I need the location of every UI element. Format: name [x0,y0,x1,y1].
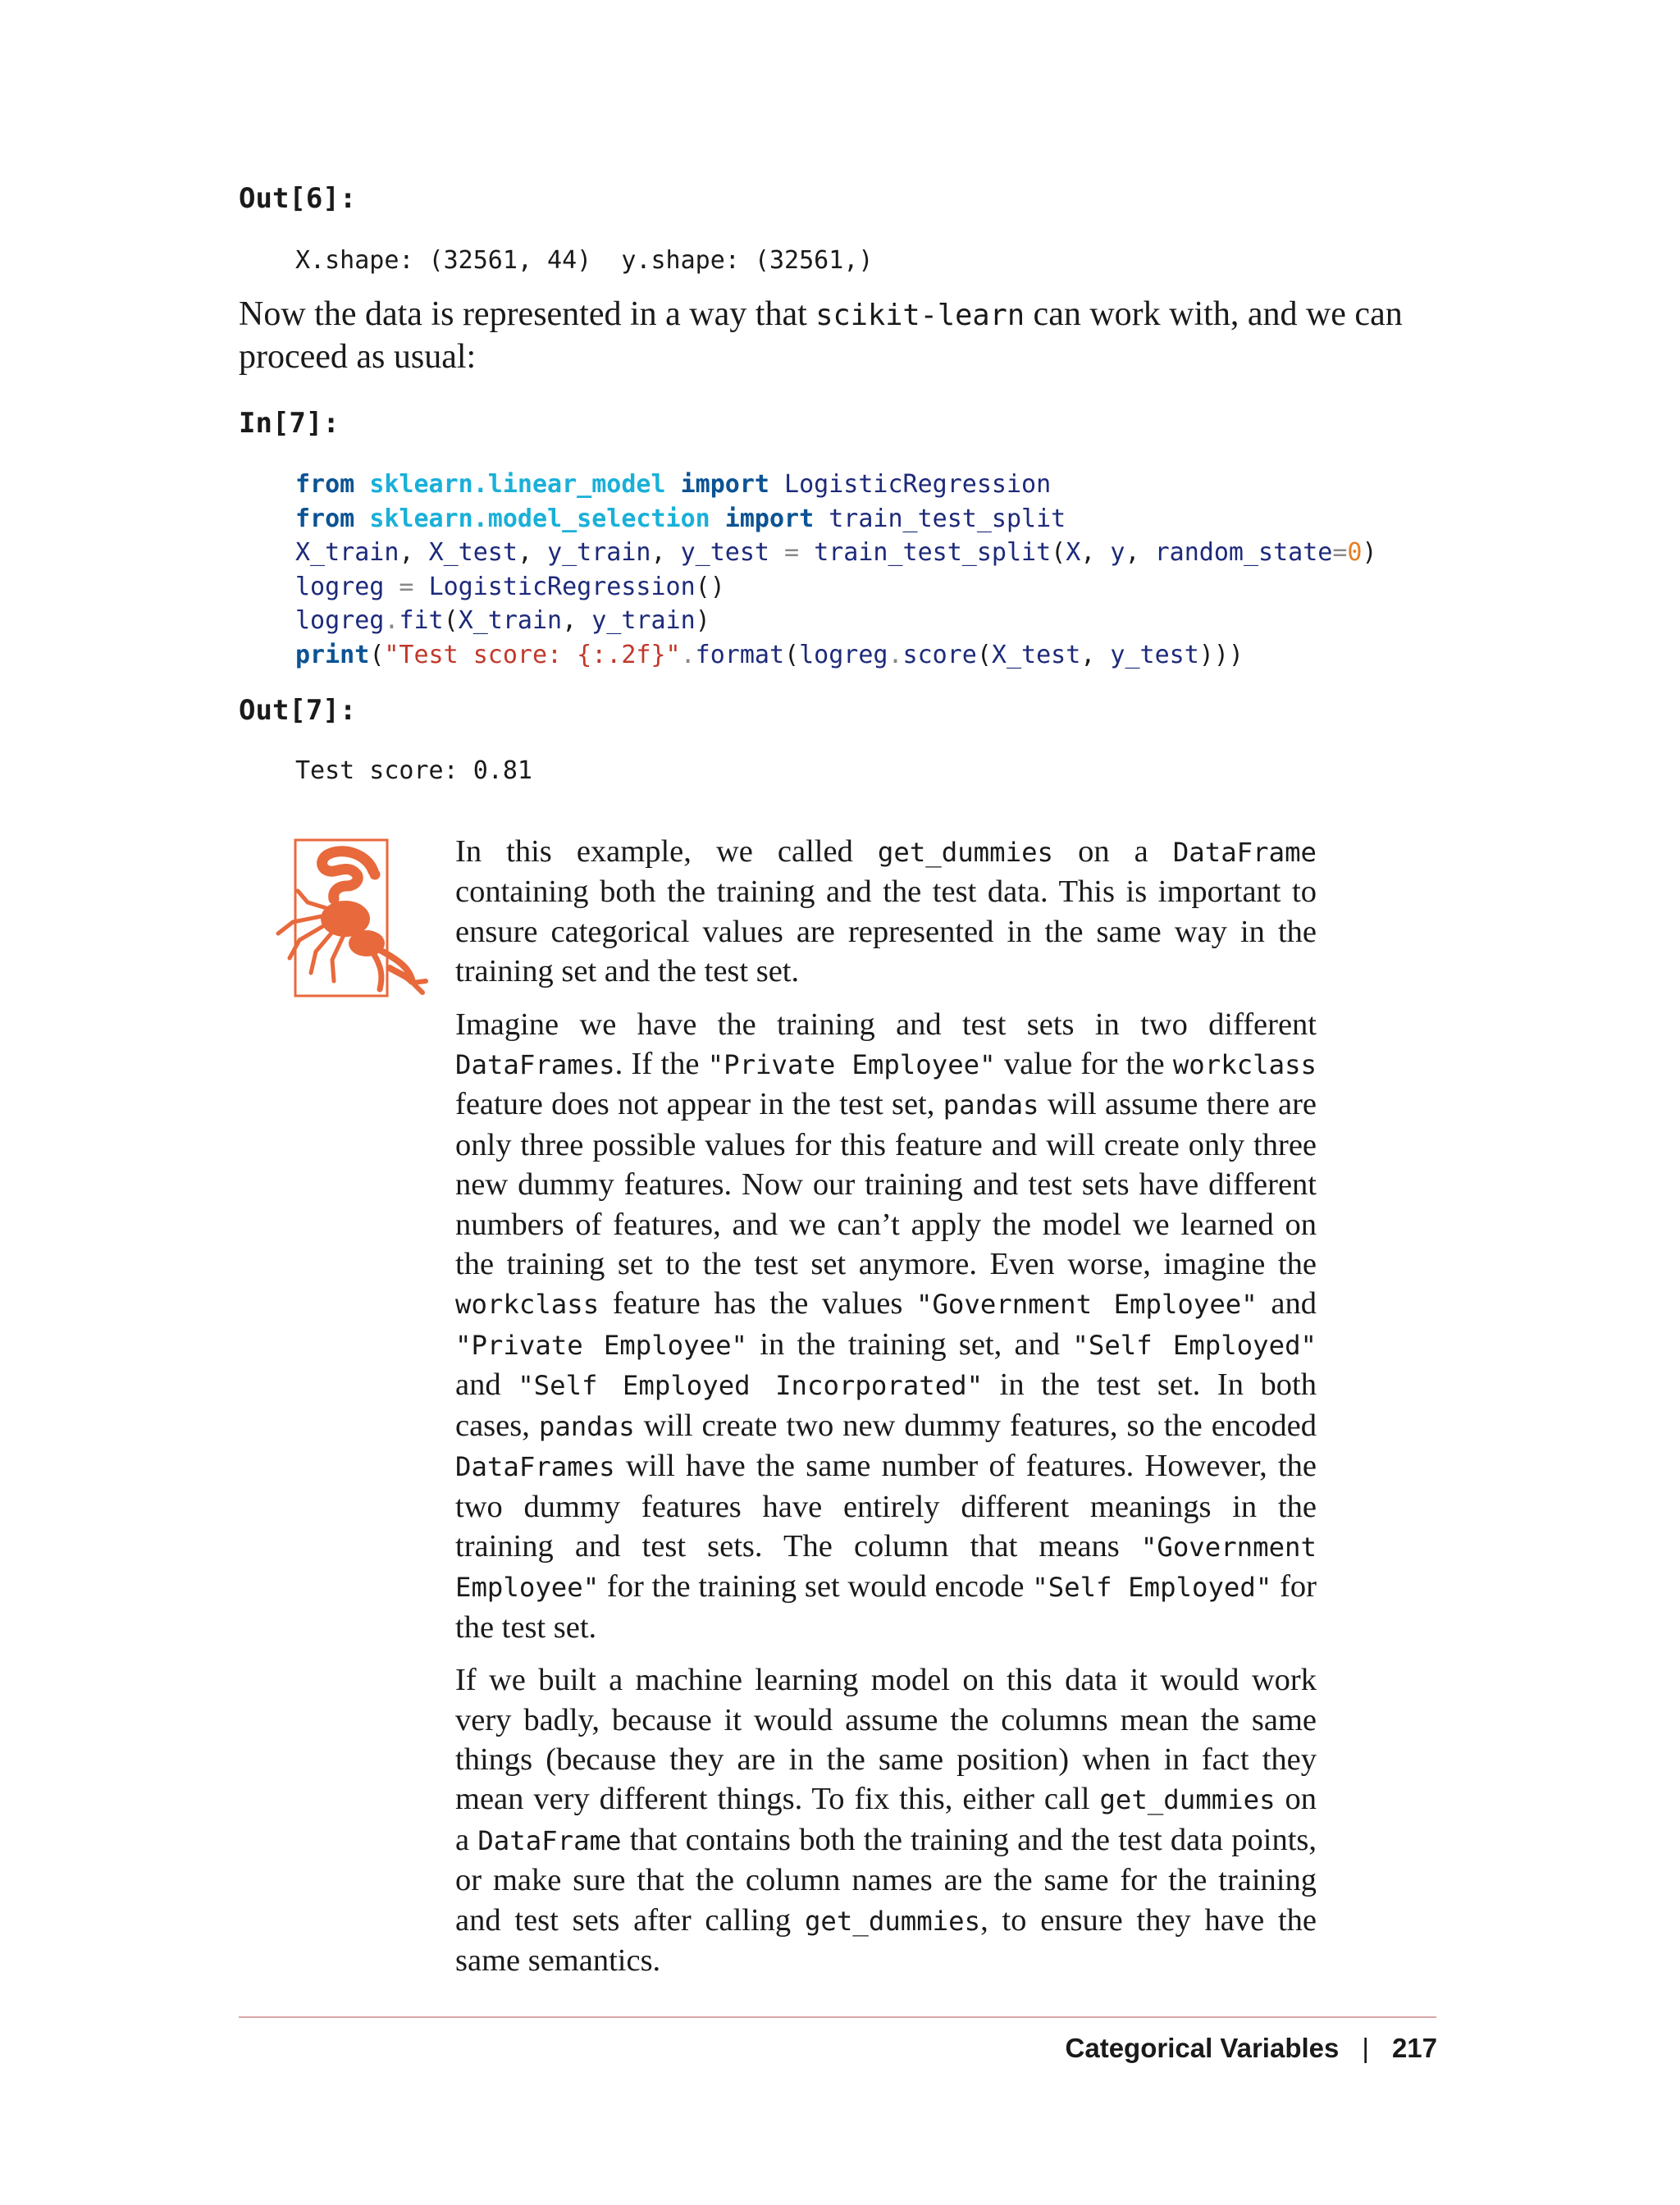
code-token: LogisticRegression [428,572,696,601]
code-token: from [295,470,355,499]
code-token: import [724,504,815,533]
code-line [295,536,1377,570]
in7-label: In[7]: [239,407,340,440]
code-token: = [1332,538,1348,567]
note-text: in the training set, and [747,1326,1073,1362]
code-token: , [562,606,592,635]
code-token: X_test [428,538,518,567]
scorpion-icon [275,837,451,1001]
inline-code: get_dummies [1099,1784,1276,1816]
out6-label: Out[6]: [239,182,357,215]
code-token: 0 [1347,538,1363,567]
inline-code: DataFrames [455,1451,615,1483]
code-token: format [695,640,785,669]
out6-output: X.shape: (32561, 44) y.shape: (32561,) [295,246,874,275]
note-paragraph-1 [455,832,1317,992]
code-block [295,468,1377,672]
code-token: X_train [295,538,399,567]
inline-code: "Self Employed" [1072,1329,1317,1361]
note-text: value for the [995,1047,1173,1082]
out7-output: Test score: 0.81 [295,756,532,785]
code-token: ))) [1198,640,1244,669]
code-token: X [1066,538,1081,567]
footer-section-title: Categorical Variables [1065,2033,1340,2063]
inline-code: "Self Employed Incorporated" [518,1370,984,1402]
code-token: ( [976,640,992,669]
code-token: , [517,538,548,567]
code-token: y_train [547,538,651,567]
code-token: , [1080,640,1111,669]
code-token: ( [784,640,800,669]
code-token: "Test score: {:.2f}" [384,640,681,669]
code-token: y_train [591,606,696,635]
code-token: ( [369,640,385,669]
note-text: that contains both the training and the test data points, or make sure that the column names are the same for the training and test sets after calling [455,1822,1317,1938]
code-line [295,604,1377,638]
code-token: () [695,572,725,601]
code-token: . [888,640,903,669]
note-text: . If the [614,1047,708,1082]
code-token: sklearn.model_selection [369,504,710,533]
out7-label: Out[7]: [239,694,357,727]
code-token: print [295,640,370,669]
code-token: logreg [295,606,385,635]
code-token: = [769,538,815,567]
code-token [354,470,369,499]
inline-code: "Private Employee" [455,1329,747,1361]
code-token: ( [443,606,459,635]
note-text: will assume there are only three possible values for this feature and will create only three new dummy features. Now our training and test sets have different numbers of features, and we can’t apply the model we learned on the training set to the test set anymore. Even worse, imagine the [455,1087,1317,1282]
inline-code: get_dummies [804,1905,981,1937]
inline-code: DataFrame [477,1824,622,1856]
note-text: , to ensure they have the same semantics. [455,1902,1317,1978]
note-text: containing both the training and the test data. This is important to ensure categorical values are represented in the same way in the training set and the test set. [455,874,1317,989]
code-token: , [399,538,429,567]
code-token: = [384,572,429,601]
code-token: X_test [991,640,1081,669]
inline-code: DataFrame [1172,837,1317,868]
note-text: for the training set would encode [599,1569,1033,1605]
code-token: sklearn.linear_model [369,470,666,499]
inline-code: workclass [1172,1049,1317,1081]
para-text: can work with, and we can proceed as usual: [239,295,1403,376]
code-token: random_state [1154,538,1333,567]
code-token: LogisticRegression [784,470,1052,499]
code-token: ( [1051,538,1066,567]
code-token: , [1080,538,1111,567]
code-token: . [384,606,399,635]
code-token: , [651,538,681,567]
inline-code: "Private Employee" [707,1049,996,1081]
inline-code: workclass [455,1289,600,1321]
code-token [354,504,369,533]
note-text: in the test set. In both cases, [455,1367,1317,1443]
note-text: feature does not appear in the test set, [455,1087,943,1122]
note-text: will have the same number of features. However, the two dummy features have entirely different meanings in the training and test sets. The column that means [455,1449,1317,1564]
para-code: scikit-learn [815,299,1025,332]
code-token: logreg [295,572,385,601]
warning-note [455,832,1317,1993]
code-token: . [680,640,696,669]
code-token: logreg [799,640,888,669]
note-text: If we built a machine learning model on this data it would work very badly, because it would assume the columns mean the same things (because they are in the same position) when in fact they mean very different things. To fix this, either call [455,1663,1317,1817]
code-token: y_test [680,538,769,567]
code-line [295,570,1377,605]
footer-rule [239,2016,1436,2018]
note-paragraph-3 [455,1660,1317,1980]
code-token: fit [399,606,444,635]
code-token: ) [1362,538,1377,567]
code-token: y_test [1110,640,1199,669]
note-text: for the test set. [455,1569,1317,1645]
inline-code: pandas [943,1089,1039,1121]
inline-code: "Government Employee" [455,1531,1317,1604]
code-token [769,470,784,499]
inline-code: "Self Employed" [1032,1572,1272,1604]
intro-paragraph [239,294,1436,378]
note-text: will create two new dummy features, so the encoded [634,1408,1317,1443]
code-token: X_train [458,606,563,635]
code-token: y [1110,538,1125,567]
code-token [814,504,829,533]
inline-code: DataFrames [455,1049,615,1081]
note-text: In this example, we called [455,834,878,869]
code-token: train_test_split [814,538,1052,567]
inline-code: get_dummies [877,837,1054,868]
note-text: on a [1053,834,1173,869]
note-text: and [1257,1286,1317,1322]
code-line [295,502,1377,536]
code-token: score [902,640,977,669]
note-paragraph-2 [455,1005,1317,1648]
para-text: Now the data is represented in a way that [239,295,816,333]
code-token: ) [695,606,710,635]
note-text: on a [455,1782,1317,1857]
note-text: Imagine we have the training and test sets in two different [455,1007,1317,1042]
code-token: from [295,504,355,533]
code-token: import [680,470,769,499]
code-line [295,468,1377,502]
note-text: and [455,1367,518,1403]
code-token [710,504,725,533]
code-token: train_test_split [829,504,1066,533]
note-text: feature has the values [599,1286,916,1322]
inline-code: "Government Employee" [915,1289,1258,1321]
code-token [666,470,681,499]
page-number: 217 [1391,2033,1437,2063]
footer-separator: | [1362,2033,1369,2063]
code-line [295,638,1377,673]
page-footer [1066,2033,1437,2064]
inline-code: pandas [538,1410,635,1442]
code-token: , [1125,538,1155,567]
